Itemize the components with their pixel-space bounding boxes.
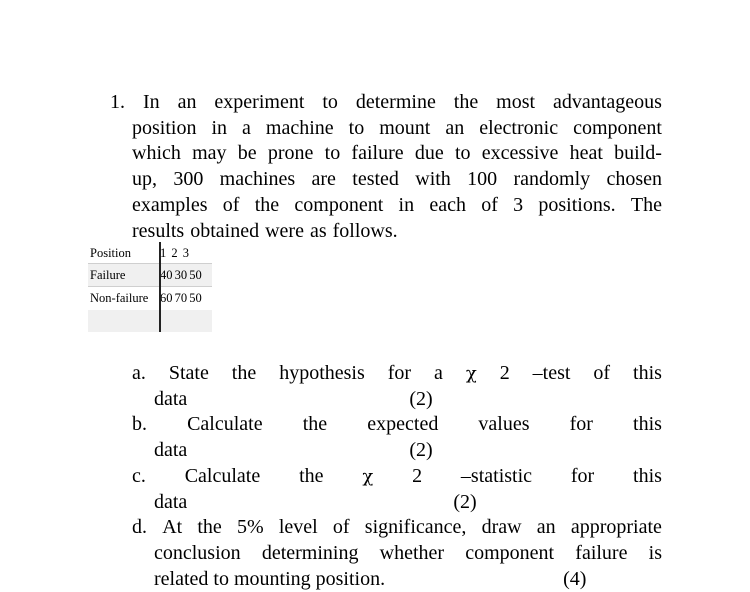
subquestion-a: a. State the hypothesis for a χ 2 –test of this xyxy=(132,361,662,387)
subquestion-a-cont: data (2) xyxy=(132,387,662,413)
question-line: which may be prone to failure due to excessive heat build- xyxy=(132,142,662,165)
question-line: position in a machine to mount an electronic component xyxy=(132,116,662,139)
subquestion-c: c. Calculate the χ 2 –statistic for this xyxy=(132,464,662,490)
subquestions xyxy=(132,361,662,592)
subquestion-b-cont: data (2) xyxy=(132,438,662,464)
subquestion-c-cont: data (2) xyxy=(132,490,662,516)
results-table xyxy=(88,242,212,332)
table-header-row xyxy=(88,242,212,264)
question-line: up, 300 machines are tested with 100 randomly chosen xyxy=(132,168,662,191)
table-empty-row xyxy=(88,310,212,332)
subquestion-d-line3: related to mounting position. (4) xyxy=(132,567,662,592)
table-row-label: Failure xyxy=(90,268,126,282)
table-header-values: 1 2 3 xyxy=(160,246,189,260)
table-header-label: Position xyxy=(90,246,131,260)
table-row-label: Non-failure xyxy=(90,291,149,305)
chi-symbol: χ xyxy=(465,363,477,384)
question-line: examples of the component in each of 3 positions. The xyxy=(132,193,662,216)
table-row xyxy=(88,287,212,309)
question-1 xyxy=(110,90,662,244)
table-row-values: 40 30 50 xyxy=(160,268,202,282)
question-line: 1. In an experiment to determine the most advantageous xyxy=(110,91,662,113)
mark: (4) xyxy=(563,567,587,590)
chi-symbol: χ xyxy=(362,465,374,487)
subquestion-d-line2: conclusion determining whether component failure is xyxy=(154,541,662,564)
table-row xyxy=(88,264,212,286)
mark: (2) xyxy=(409,387,433,410)
mark: (2) xyxy=(409,439,433,462)
table-column-divider xyxy=(159,242,161,332)
table-row-values: 60 70 50 xyxy=(160,291,202,305)
question-line: results obtained were as follows. xyxy=(132,219,398,242)
subquestion-d: d. At the 5% level of significance, draw an appropriate xyxy=(132,516,662,539)
subquestion-b: b. Calculate the expected values for this xyxy=(132,413,662,436)
mark: (2) xyxy=(453,490,477,513)
